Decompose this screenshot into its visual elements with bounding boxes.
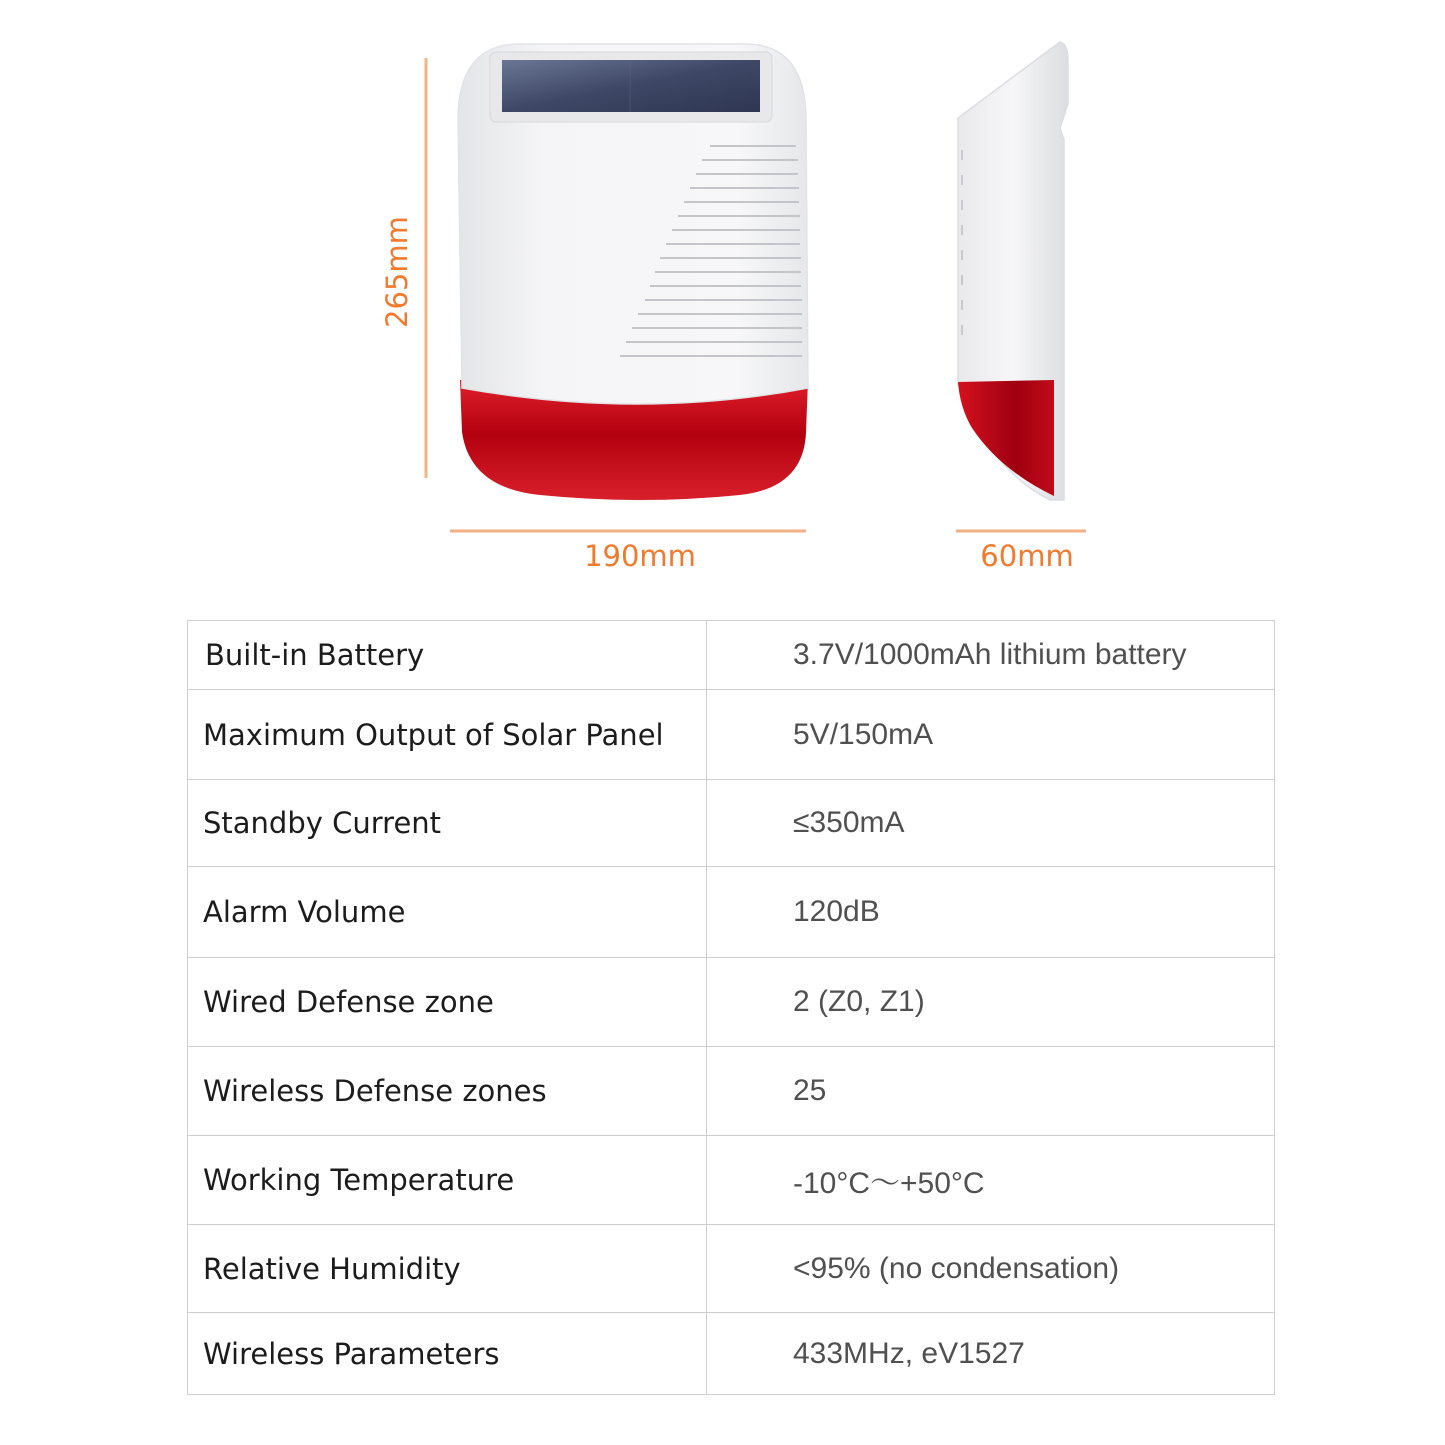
spec-table [187, 620, 1275, 1395]
siren-side-view [958, 42, 1068, 500]
table-row [188, 621, 1275, 690]
table-row [188, 867, 1275, 958]
spec-label: Alarm Volume [188, 867, 707, 958]
spec-label: Standby Current [188, 780, 707, 867]
table-row [188, 690, 1275, 780]
spec-value: ≤350mA [707, 780, 1275, 867]
spec-value: 433MHz, eV1527 [707, 1313, 1275, 1395]
table-row [188, 958, 1275, 1047]
siren-front-view [458, 44, 808, 500]
spec-value: 3.7V/1000mAh lithium battery [707, 621, 1275, 690]
spec-value: <95% (no condensation) [707, 1225, 1275, 1313]
side-red-lens [958, 380, 1054, 496]
spec-label: Relative Humidity [188, 1225, 707, 1313]
spec-value: -10°C～+50°C [707, 1136, 1275, 1225]
spec-label: Wired Defense zone [188, 958, 707, 1047]
table-row [188, 780, 1275, 867]
spec-label: Maximum Output of Solar Panel [188, 690, 707, 780]
spec-label: Built-in Battery [188, 621, 707, 690]
spec-value: 5V/150mA [707, 690, 1275, 780]
spec-value: 2 (Z0, Z1) [707, 958, 1275, 1047]
table-row [188, 1313, 1275, 1395]
spec-value: 25 [707, 1047, 1275, 1136]
width-dimension-label: 190mm [584, 539, 696, 573]
product-dimension-figure [0, 0, 1445, 600]
spec-label: Working Temperature [188, 1136, 707, 1225]
spec-value: 120dB [707, 867, 1275, 958]
height-dimension-label: 265mm [380, 216, 414, 328]
depth-dimension-label: 60mm [980, 539, 1074, 573]
table-row [188, 1047, 1275, 1136]
spec-label: Wireless Parameters [188, 1313, 707, 1395]
spec-label: Wireless Defense zones [188, 1047, 707, 1136]
solar-panel [502, 60, 760, 112]
table-row [188, 1225, 1275, 1313]
table-row [188, 1136, 1275, 1225]
